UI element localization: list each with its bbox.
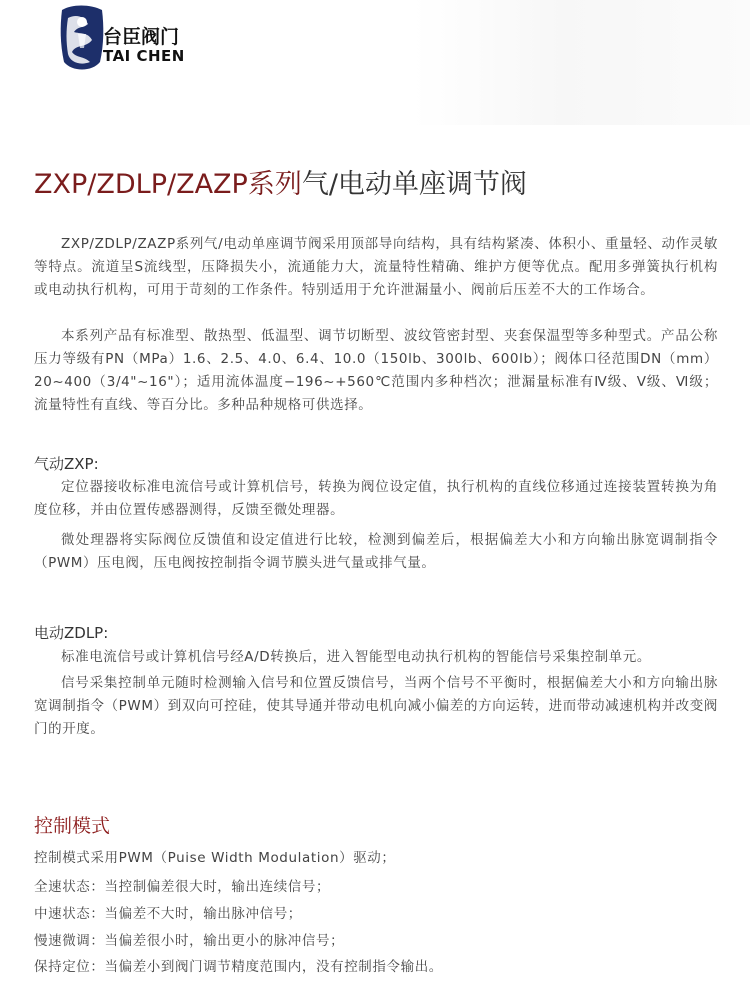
control-line-4: 慢速微调：当偏差很小时，输出更小的脉冲信号；	[34, 933, 345, 949]
pneumatic-paragraph-1: 定位器接收标准电流信号或计算机信号，转换为阀位设定值，执行机构的直线位移通过连接装置转换为角度位移，并由位置传感器测得，反馈至微处理器。	[34, 479, 718, 518]
electric-heading: 电动ZDLP:	[34, 624, 109, 642]
electric-paragraph-1: 标准电流信号或计算机信号经A/D转换后，进入智能型电动执行机构的智能信号采集控制单元。	[61, 649, 651, 665]
brand-logo[interactable]	[58, 4, 208, 76]
page-title	[34, 162, 527, 201]
page-header	[0, 0, 750, 125]
pneumatic-heading: 气动ZXP:	[34, 455, 99, 473]
logo-english-text: TAI CHEN	[103, 47, 185, 65]
control-line-2: 全速状态：当控制偏差很大时，输出连续信号；	[34, 879, 331, 895]
control-line-3: 中速状态：当偏差不大时，输出脉冲信号；	[34, 906, 302, 922]
logo-chinese-text: 台臣阀门	[103, 26, 180, 48]
control-line-1: 控制模式采用PWM（Puise Width Modulation）驱动；	[34, 850, 396, 866]
control-line-5: 保持定位：当偏差小到阀门调节精度范围内，没有控制指令输出。	[34, 959, 443, 975]
intro-paragraph-2: 本系列产品有标准型、散热型、低温型、调节切断型、波纹管密封型、夹套保温型等多种型式。产品公称压力等级有PN（MPa）1.6、2.5、4.0、6.4、10.0（150lb、300lb、600lb）；阀体口径范围DN（mm）20~400（3/4"~16"）；适用流体温度−196~+560℃范围内多种档次；泄漏量标准有Ⅳ级、Ⅴ级、Ⅵ级；流量特性有直线、等百分比。多种品种规格可供选择。	[34, 328, 718, 413]
control-mode-heading: 控制模式	[34, 815, 111, 837]
taichen-logo-icon	[58, 4, 106, 74]
title-series: ZXP/ZDLP/ZAZP系列	[34, 169, 302, 200]
electric-paragraph-2: 信号采集控制单元随时检测输入信号和位置反馈信号，当两个信号不平衡时，根据偏差大小和方向输出脉宽调制指令（PWM）到双向可控硅，使其导通并带动电机向减小偏差的方向运转，进而带动减速机构并改变阀门的开度。	[34, 675, 718, 737]
pneumatic-paragraph-2: 微处理器将实际阀位反馈值和设定值进行比较，检测到偏差后，根据偏差大小和方向输出脉宽调制指令（PWM）压电阀，压电阀按控制指令调节膜头进气量或排气量。	[34, 532, 718, 571]
title-product: 气/电动单座调节阀	[301, 169, 527, 200]
intro-paragraph-1: ZXP/ZDLP/ZAZP系列气/电动单座调节阀采用顶部导向结构，具有结构紧凑、体积小、重量轻、动作灵敏等特点。流道呈S流线型，压降损失小，流通能力大，流量特性精确、维护方便等优点。配用多弹簧执行机构或电动执行机构，可用于苛刻的工作条件。特别适用于允许泄漏量小、阀前后压差不大的工作场合。	[34, 236, 718, 298]
